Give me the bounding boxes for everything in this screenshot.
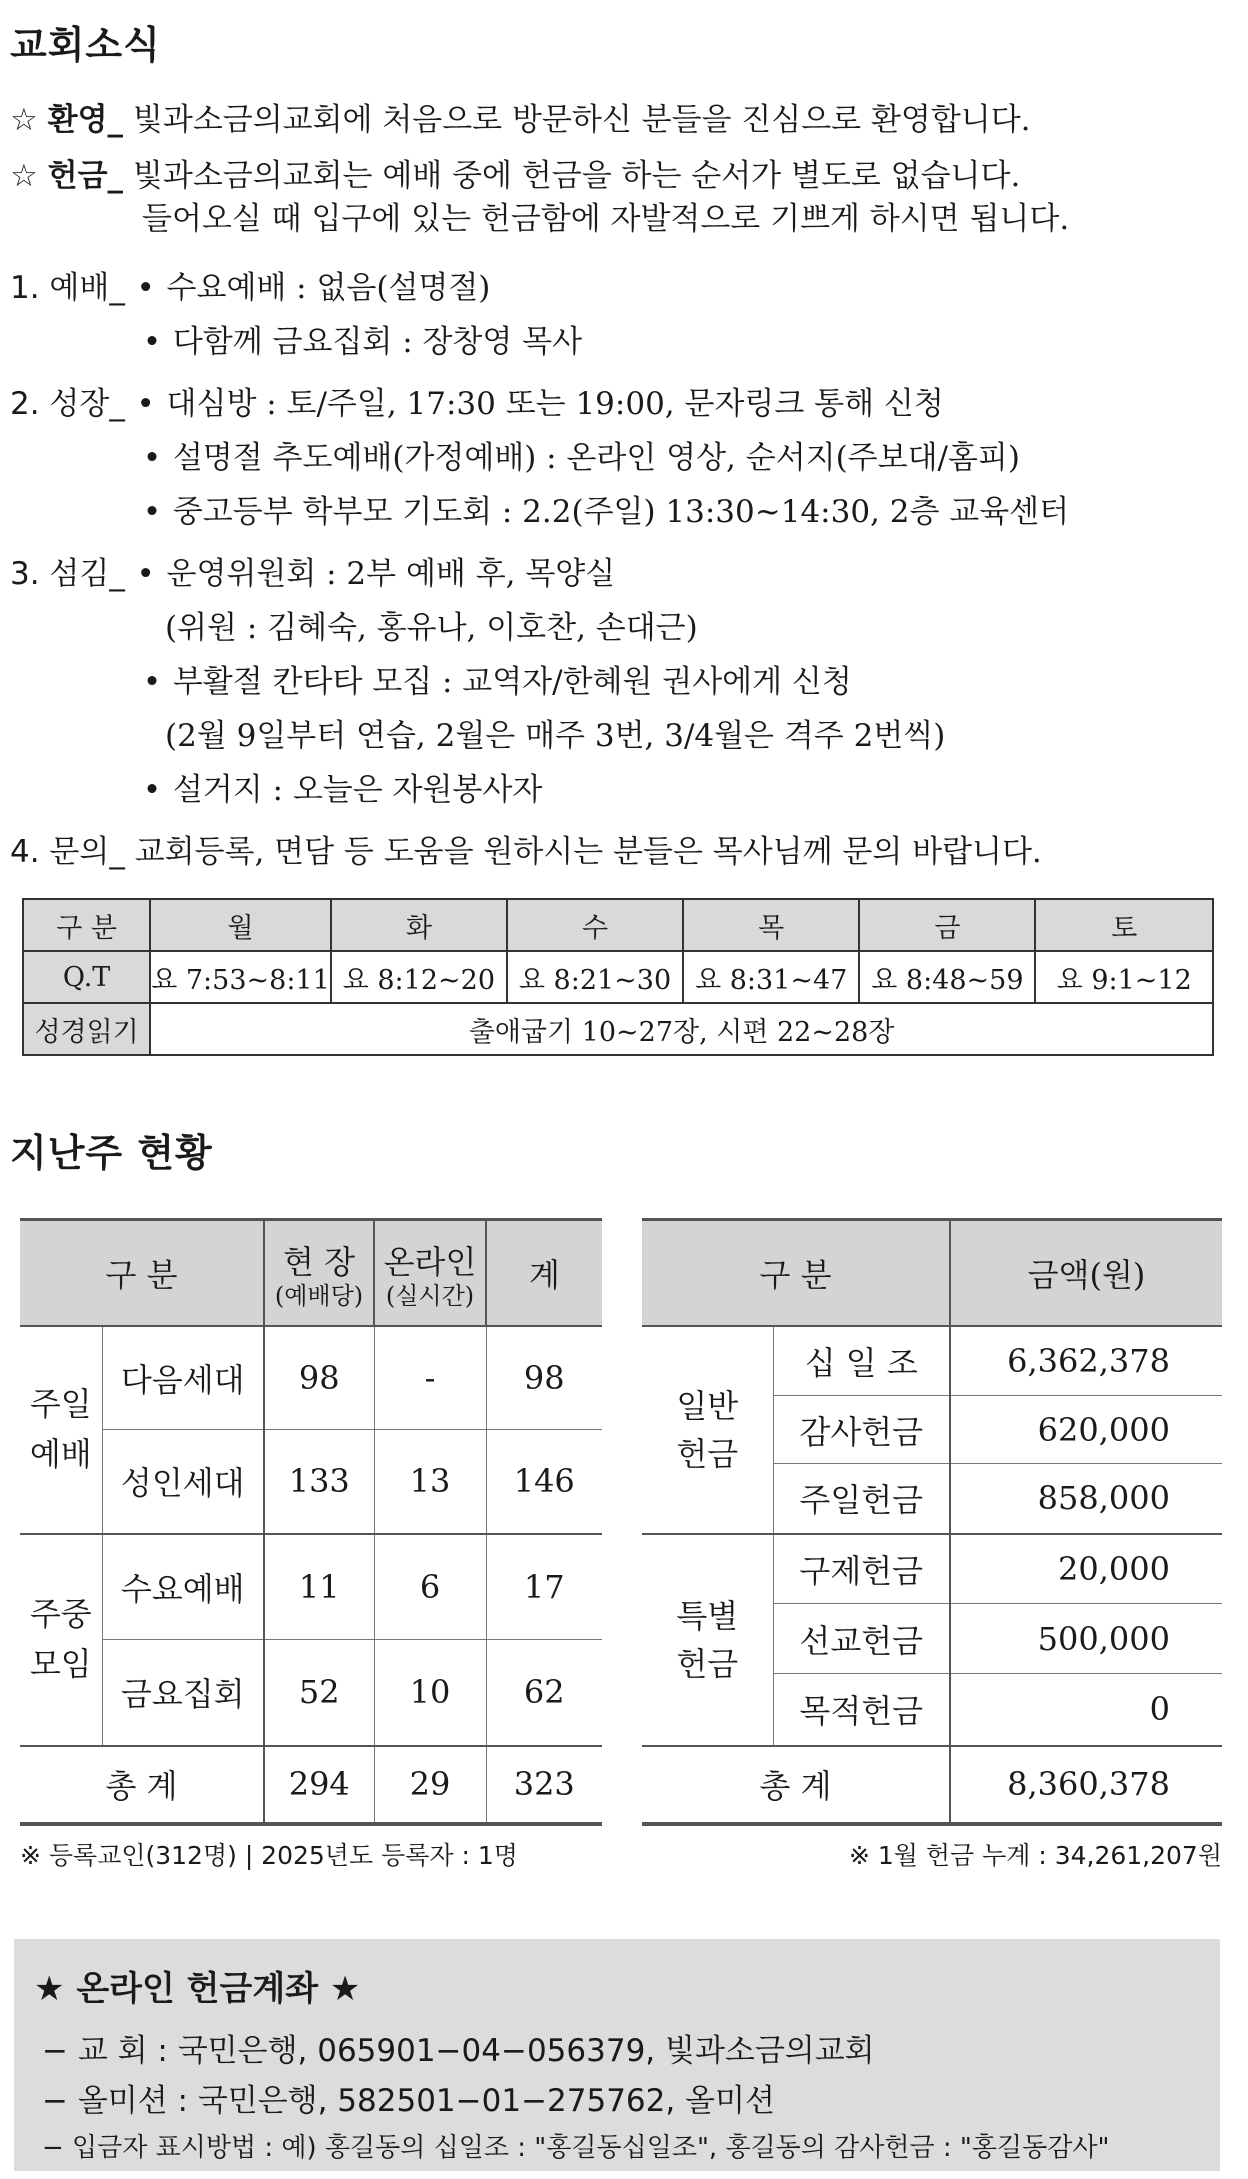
offering-table	[642, 1218, 1222, 1826]
offering-footnote: ※ 1월 헌금 누계 : 34,261,207원	[848, 1841, 1222, 1870]
table-cell: 목적헌금	[773, 1674, 950, 1746]
table-cell: 10	[374, 1640, 486, 1746]
table-cell: 주일헌금	[773, 1464, 950, 1534]
inquiry-section: 4. 문의_ 교회등록, 면담 등 도움을 원하시는 분들은 목사님께 문의 바랍니다.	[10, 834, 1042, 870]
table-row	[20, 1326, 602, 1430]
table-cell: 출애굽기 10~27장, 시편 22~28장	[150, 1003, 1213, 1055]
service-item-sub: (위원 : 김혜숙, 홍유나, 이호찬, 손대근)	[165, 610, 698, 646]
service-item-sub: (2월 9일부터 연습, 2월은 매주 3번, 3/4월은 격주 2번씩)	[165, 718, 946, 754]
table-cell: 98	[523, 1358, 565, 1397]
bullet-icon: •	[142, 440, 162, 476]
table-header-cell: 현 장 (예배당)	[264, 1220, 374, 1326]
table-header-cell: 월	[150, 899, 331, 951]
table-cell: 620,000	[1037, 1410, 1170, 1449]
table-cell: 6	[374, 1534, 486, 1640]
table-cell: 323	[513, 1765, 575, 1803]
table-cell: 11	[264, 1534, 374, 1640]
table-header-cell: 금액(원)	[950, 1220, 1222, 1326]
table-row	[20, 1534, 602, 1640]
table-cell: 98	[264, 1326, 374, 1430]
table-cell: 주일 예배	[20, 1326, 102, 1534]
table-row	[642, 1746, 1222, 1824]
table-header-cell: 화	[331, 899, 507, 951]
table-row	[20, 1746, 602, 1824]
star-icon: ☆	[10, 158, 38, 194]
service-item: • 설거지 : 오늘은 자원봉사자	[142, 772, 543, 808]
table-header-cell: 온라인 (실시간)	[374, 1220, 486, 1326]
table-cell: 주중 모임	[20, 1534, 102, 1746]
table-cell: 17	[523, 1567, 565, 1606]
table-cell: 0	[1149, 1690, 1170, 1729]
table-cell: Q.T	[23, 951, 150, 1003]
table-cell: 구제헌금	[773, 1534, 950, 1604]
bullet-icon: •	[136, 556, 155, 592]
table-row	[642, 1534, 1222, 1604]
service-item: • 부활절 칸타타 모집 : 교역자/한혜원 권사에게 신청	[142, 664, 852, 700]
worship-section: 1. 예배_ • 수요예배 : 없음(설명절)	[10, 270, 491, 306]
table-cell: 금요집회	[102, 1640, 264, 1746]
table-row	[23, 951, 1213, 1003]
bullet-icon: •	[142, 772, 162, 808]
table-row	[642, 1220, 1222, 1326]
table-cell: 요 8:21~30	[507, 951, 683, 1003]
church-account-line: − 교 회 : 국민은행, 065901−04−056379, 빛과소금의교회	[42, 2033, 875, 2069]
table-header-cell: 계	[486, 1220, 602, 1326]
attendance-footnote: ※ 등록교인(312명) | 2025년도 등록자 : 1명	[20, 1841, 518, 1870]
attendance-table	[20, 1218, 602, 1826]
bullet-icon: •	[136, 270, 155, 306]
table-row	[23, 899, 1213, 951]
table-cell: 요 8:48~59	[859, 951, 1035, 1003]
offering-line-2: 들어오실 때 입구에 있는 헌금함에 자발적으로 기쁘게 하시면 됩니다.	[142, 201, 1070, 237]
table-cell: 요 8:31~47	[683, 951, 859, 1003]
church-news-title: 교회소식	[10, 23, 161, 67]
table-cell: 성인세대	[102, 1430, 264, 1534]
last-week-title: 지난주 현황	[10, 1131, 213, 1175]
table-cell: 총 계	[642, 1746, 950, 1824]
table-cell: 6,362,378	[1007, 1341, 1170, 1380]
table-cell: 요 7:53~8:11	[150, 951, 331, 1003]
table-cell: 146	[513, 1462, 575, 1501]
table-cell: -	[374, 1326, 486, 1430]
table-row	[20, 1220, 602, 1326]
table-cell: 62	[523, 1673, 565, 1712]
table-cell: 성경읽기	[23, 1003, 150, 1055]
table-row	[20, 1640, 602, 1746]
growth-section: 2. 성장_ • 대심방 : 토/주일, 17:30 또는 19:00, 문자링크 통해 신청	[10, 386, 944, 422]
table-cell: 요 9:1~12	[1035, 951, 1213, 1003]
table-cell: 일반 헌금	[642, 1326, 773, 1534]
table-cell: 133	[264, 1430, 374, 1534]
table-cell: 29	[374, 1746, 486, 1824]
table-cell: 294	[264, 1746, 374, 1824]
bullet-icon: •	[142, 664, 162, 700]
allmission-account-line: − 올미션 : 국민은행, 582501−01−275762, 올미션	[42, 2083, 775, 2119]
table-cell: 13	[374, 1430, 486, 1534]
bullet-icon: •	[136, 386, 155, 422]
table-header-cell: 구 분	[642, 1220, 950, 1326]
table-row	[20, 1430, 602, 1534]
service-section: 3. 섬김_ • 운영위원회 : 2부 예배 후, 목양실	[10, 556, 616, 592]
table-row	[23, 1003, 1213, 1055]
table-cell: 십 일 조	[773, 1326, 950, 1396]
star-icon: ☆	[10, 102, 38, 138]
bullet-icon: •	[142, 494, 162, 530]
worship-item: • 다함께 금요집회 : 장창영 목사	[142, 324, 583, 360]
table-cell: 요 8:12~20	[331, 951, 507, 1003]
bank-box-title: ★ 온라인 헌금계좌 ★	[34, 1969, 361, 2009]
table-header-cell: 수	[507, 899, 683, 951]
table-header-cell: 목	[683, 899, 859, 951]
table-cell: 감사헌금	[773, 1396, 950, 1464]
table-cell: 총 계	[20, 1746, 264, 1824]
offering-line: ☆ 헌금_ 빛과소금의교회는 예배 중에 헌금을 하는 순서가 별도로 없습니다.	[10, 158, 1021, 194]
table-cell: 20,000	[1058, 1549, 1170, 1588]
qt-schedule-table	[22, 898, 1214, 1056]
bullet-icon: •	[142, 324, 162, 360]
growth-item: • 설명절 추도예배(가정예배) : 온라인 영상, 순서지(주보대/홈피)	[142, 440, 1020, 476]
table-header-cell: 구 분	[20, 1220, 264, 1326]
table-cell: 8,360,378	[1007, 1765, 1170, 1803]
table-header-cell: 토	[1035, 899, 1213, 951]
table-cell: 수요예배	[102, 1534, 264, 1640]
table-cell: 다음세대	[102, 1326, 264, 1430]
table-cell: 500,000	[1037, 1619, 1170, 1658]
table-cell: 선교헌금	[773, 1604, 950, 1674]
table-cell: 858,000	[1037, 1479, 1170, 1518]
growth-item: • 중고등부 학부모 기도회 : 2.2(주일) 13:30~14:30, 2층 교육센터	[142, 494, 1070, 530]
table-cell: 52	[264, 1640, 374, 1746]
online-offering-account-box	[14, 1939, 1220, 2171]
welcome-line: ☆ 환영_ 빛과소금의교회에 처음으로 방문하신 분들을 진심으로 환영합니다.	[10, 102, 1031, 138]
table-row	[642, 1326, 1222, 1396]
depositor-format-line: − 입금자 표시방법 : 예) 홍길동의 십일조 : "홍길동십일조", 홍길동의 감사헌금 : "홍길동감사"	[42, 2133, 1110, 2163]
table-header-cell: 금	[859, 899, 1035, 951]
table-header-cell: 구 분	[23, 899, 150, 951]
table-cell: 특별 헌금	[642, 1534, 773, 1746]
